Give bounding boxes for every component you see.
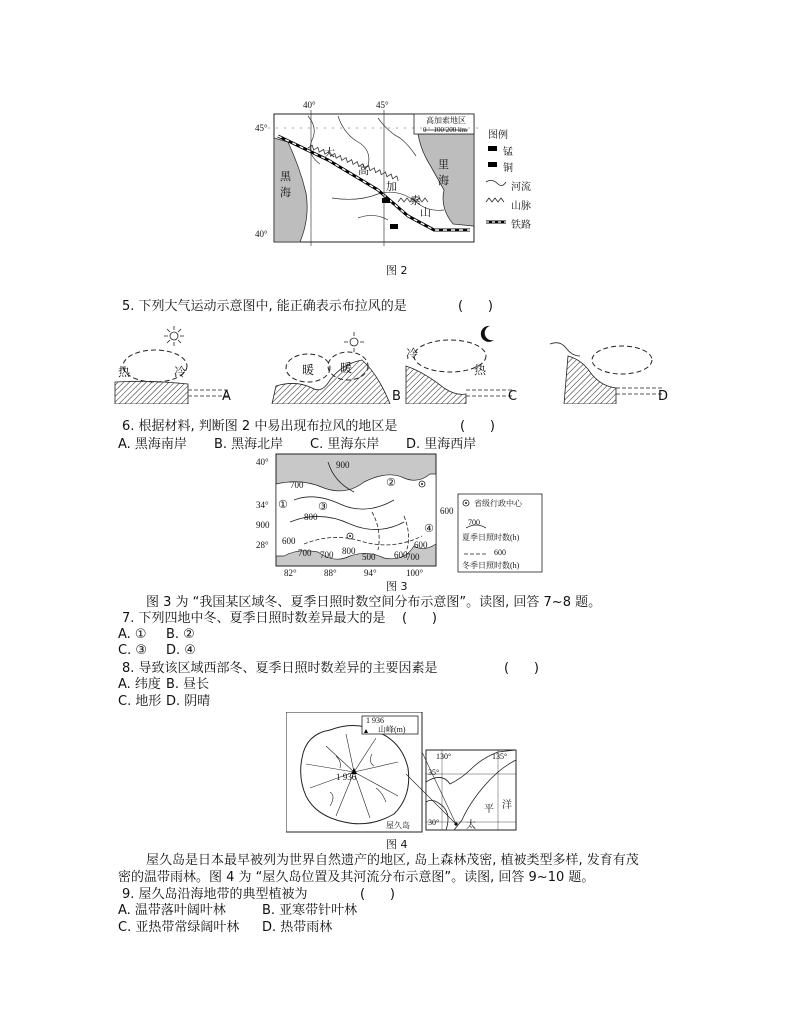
fig2-inset-title: 高加索地区 [426, 116, 466, 125]
q6-option-a[interactable]: A. 黑海南岸 [118, 437, 187, 452]
legend-winter-label: 冬季日照时数(h) [462, 561, 520, 570]
fig3-intro: 图 3 为 “我国某区域冬、夏季日照时数空间分布示意图”。读图, 回答 7~8 题。 [146, 595, 602, 610]
fig2-lon-45: 45° [376, 100, 389, 110]
legend-summer-label: 夏季日照时数(h) [462, 533, 520, 542]
fig2-caption: 图 2 [386, 264, 408, 277]
q8-paren: ( ) [504, 661, 539, 676]
diagram-c-cold: 冷 [406, 347, 419, 361]
legend-mountain: 山脉 [511, 201, 531, 212]
fig3-lon-100: 100° [406, 568, 424, 578]
q6-stem: 6. 根据材料, 判断图 2 中易出现布拉风的地区是 [122, 419, 398, 434]
q5-paren: ( ) [458, 299, 493, 314]
q9-option-a[interactable]: A. 温带落叶阔叶林 [118, 903, 226, 918]
fig4-ocean-3: 太 [466, 820, 476, 831]
q7-option-d[interactable]: D. ④ [166, 643, 196, 658]
q7-option-b[interactable]: B. ② [166, 627, 195, 642]
fig3-lat-34: 34° [256, 500, 269, 510]
fig4-inset-lon-135: 135° [492, 752, 508, 761]
fig2-legend-title: 图例 [488, 130, 508, 141]
fig3-contour-6: 800 [342, 546, 356, 556]
legend-railway: 铁路 [511, 220, 531, 231]
legend-winter-value: 600 [494, 548, 506, 557]
fig4-legend-label: 山峰(m) [378, 725, 406, 734]
diagram-c-hot: 热 [474, 363, 487, 377]
fig3-contour-9: 600 [394, 550, 408, 560]
q6-option-c[interactable]: C. 里海东岸 [310, 437, 380, 452]
q7-option-c[interactable]: C. ③ [118, 643, 147, 658]
wind-diagram-b [262, 322, 402, 404]
q9-stem: 9. 屋久岛沿海地带的典型植被为 [122, 887, 308, 902]
fig4-inset-lat-35: 35° [428, 768, 440, 777]
legend-manganese: 锰 [503, 147, 513, 158]
fig4-island-name: 屋久岛 [386, 821, 410, 830]
label-mtn-1: 大 [324, 147, 335, 159]
fig3-contour-2: 700 [290, 480, 304, 490]
label-mtn-2: 高 [358, 165, 369, 177]
fig4-inset-lat-30: 30° [428, 818, 440, 827]
legend-river: 河流 [511, 182, 531, 193]
q7-paren: ( ) [402, 611, 437, 626]
wind-diagram-c [404, 322, 524, 404]
diagram-a-cold: 冷 [174, 365, 187, 379]
fig3-contour-8: 500 [362, 552, 376, 562]
figure-2 [248, 98, 548, 258]
fig4-ocean-1: 平 [484, 804, 494, 815]
fig3-lon-94: 94° [364, 568, 377, 578]
q9-option-d[interactable]: D. 热带雨林 [262, 920, 333, 935]
q8-stem: 8. 导致该区域西部冬、夏季日照时数差异的主要因素是 [122, 661, 438, 676]
figure-3 [254, 452, 544, 578]
q6-paren: ( ) [460, 419, 495, 434]
fig3-lon-88: 88° [324, 568, 337, 578]
fig3-caption: 图 3 [386, 580, 408, 593]
q5-stem: 5. 下列大气运动示意图中, 能正确表示布拉风的是 [122, 299, 407, 314]
fig3-contour-3: 800 [304, 512, 318, 522]
fig3-lat-28: 28° [256, 540, 269, 550]
region-mark-4: ④ [424, 522, 434, 535]
diagram-b-letter: B [392, 389, 401, 404]
q8-option-d[interactable]: D. 阴晴 [166, 694, 211, 709]
legend-copper: 铜 [503, 163, 513, 174]
fig3-lat-40: 40° [256, 457, 269, 467]
fig3-contour-7: 700 [320, 550, 334, 560]
fig4-inset-lon-130: 130° [436, 752, 452, 761]
fig4-ocean-2: 洋 [502, 800, 512, 811]
diagram-b-warm-1: 暖 [302, 363, 315, 377]
fig3-contour-1: 900 [336, 460, 350, 470]
legend-summer-value: 700 [468, 518, 480, 527]
q9-option-b[interactable]: B. 亚寒带针叶林 [262, 903, 358, 918]
q8-option-c[interactable]: C. 地形 [118, 694, 162, 709]
fig3-lat-900: 900 [256, 520, 270, 530]
diagram-b-warm-2: 暖 [340, 361, 353, 375]
diagram-a-hot: 热 [118, 365, 131, 379]
fig2-scale: 0 100 200 km [423, 126, 467, 134]
passage-line-1: 屋久岛是日本最早被列为世界自然遗产的地区, 岛上森林茂密, 植被类型多样, 发育有茂 [146, 853, 639, 868]
q8-option-b[interactable]: B. 昼长 [166, 677, 210, 692]
fig3-lon-82: 82° [284, 568, 297, 578]
label-caspian-2: 海 [438, 175, 449, 187]
q6-option-b[interactable]: B. 黑海北岸 [214, 437, 284, 452]
region-mark-3: ③ [318, 500, 328, 513]
label-mtn-4: 索 [410, 195, 421, 207]
fig2-lon-40: 40° [303, 100, 316, 110]
diagram-a-letter: A [222, 389, 231, 404]
label-black-sea-1: 黑 [280, 171, 291, 183]
label-mtn-3: 加 [386, 181, 397, 193]
figure-4 [286, 712, 518, 834]
q7-stem: 7. 下列四地中冬、夏季日照时数差异最大的是 [122, 611, 386, 626]
diagram-d-letter: D [658, 389, 669, 404]
label-mtn-5: 山 [420, 207, 431, 219]
wind-diagram-d [546, 322, 676, 404]
fig3-contour-10: 700 [406, 552, 420, 562]
wind-diagram-a [110, 322, 230, 404]
fig3-contour-4: 600 [282, 536, 296, 546]
legend-capital: 省级行政中心 [474, 499, 522, 508]
region-mark-1: ① [278, 498, 288, 511]
fig3-contour-11: 600 [414, 540, 428, 550]
fig4-caption: 图 4 [386, 838, 408, 851]
region-mark-2: ② [386, 476, 396, 489]
fig2-lat-45: 45° [255, 123, 268, 133]
fig4-peak: 1 936 [336, 772, 357, 782]
diagram-c-letter: C [508, 389, 518, 404]
passage-line-2: 密的温带雨林。图 4 为 “屋久岛位置及其河流分布示意图”。读图, 回答 9~10 题。 [118, 870, 595, 885]
caucasus-map [248, 98, 548, 258]
fig3-right-600: 600 [440, 506, 454, 516]
fig2-lat-40: 40° [255, 229, 268, 239]
fig4-legend-value: 1 936 [366, 716, 384, 725]
fig3-contour-5: 700 [298, 548, 312, 558]
q9-paren: ( ) [360, 887, 395, 902]
label-black-sea-2: 海 [280, 187, 291, 199]
q8-option-a[interactable]: A. 纬度 [118, 677, 161, 692]
q6-option-d[interactable]: D. 里海西岸 [406, 437, 477, 452]
q7-option-a[interactable]: A. ① [118, 627, 147, 642]
q9-option-c[interactable]: C. 亚热带常绿阔叶林 [118, 920, 240, 935]
label-caspian-1: 里 [438, 159, 449, 171]
